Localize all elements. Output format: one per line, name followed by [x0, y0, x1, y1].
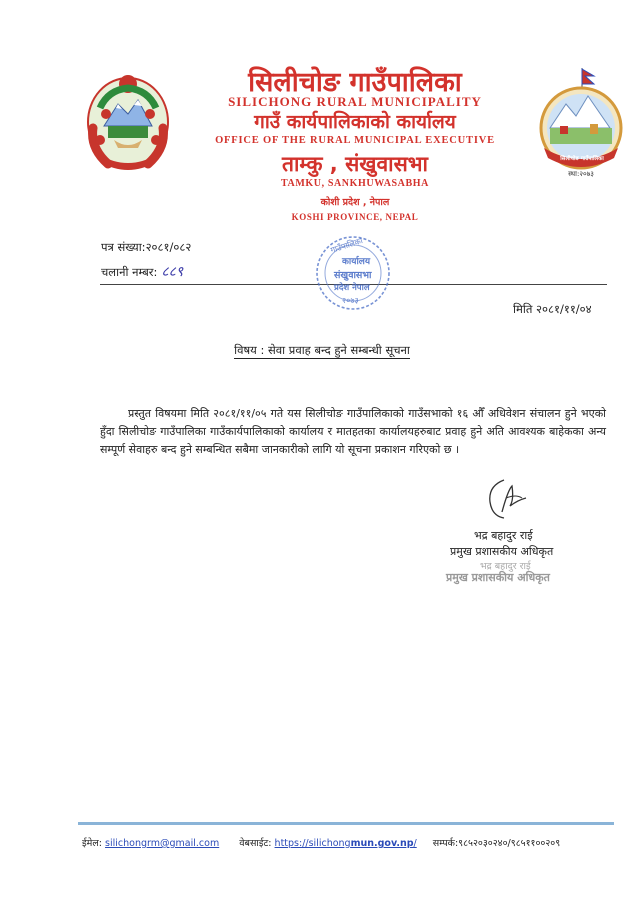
email-label: ईमेल: — [82, 838, 102, 849]
handwritten-signature — [482, 476, 532, 522]
phone-number: ९८५२०३०२४०/९८५११००२०९ — [458, 838, 561, 849]
signatory-designation: प्रमुख प्रशासकीय अधिकृत — [450, 545, 554, 558]
website-link[interactable] — [275, 838, 417, 849]
province-english: KOSHI PROVINCE, NEPAL — [291, 212, 419, 222]
letter-date: मिति २०८१/११/०४ — [513, 302, 592, 316]
letter-number-value: २०८१/०८२ — [145, 240, 192, 254]
letter-number-label: पत्र संख्या: — [101, 240, 146, 254]
province-nepali: कोशी प्रदेश , नेपाल — [320, 197, 390, 208]
place-english: TAMKU, SANKHUWASABHA — [281, 178, 429, 189]
signatory-name: भद्र बहादुर राई — [474, 529, 533, 542]
website-link-prefix: https://silichong — [274, 838, 351, 849]
signature-stamp-designation: प्रमुख प्रशासकीय अधिकृत — [446, 571, 550, 584]
letter-number — [101, 240, 191, 255]
letter-subject-text: विषय : सेवा प्रवाह बन्द हुने सम्बन्धी सूचना — [234, 343, 410, 357]
right-logo-banner: सिलीचोङ गाउँपालिका — [560, 156, 604, 162]
nepal-emblem-logo — [78, 68, 178, 180]
phone-label: सम्पर्क: — [432, 838, 459, 849]
right-logo-year: स्था:२०७३ — [568, 170, 594, 178]
signature-stamp-name: भद्र बहादुर राई — [480, 561, 531, 572]
footer-divider — [78, 822, 614, 825]
website-link-suffix: / — [413, 838, 417, 849]
email-link[interactable]: silichongrm@gmail.com — [105, 838, 220, 849]
stamp-line-2: कार्यालय — [342, 257, 371, 267]
letter-body: प्रस्तुत विषयमा मिति २०८१/११/०५ गते यस सिलीचोङ गाउँपालिकाको गाउँसभाको १६ औँ अधिवेशन संचालन हुने भएको हुँदा सिलीचोङ गाउँपालिका गाउँकार्यपालिकाको कार्यालय र मातहतका कार्यालयहरुबाट प्रवाह हुने अति आवश्यक बाहेकका अन्य सम्पूर्ण सेवाहरु बन्द हुने सम्बन्धित सबैमा जानकारीको लागि यो सूचना प्रकाशन गरिएको छ । — [100, 407, 606, 456]
letter-subject — [0, 343, 644, 358]
stamp-line-4: प्रदेश नेपाल — [334, 283, 370, 293]
municipality-name-nepali: सिलीचोङ गाउँपालिका — [248, 67, 462, 98]
stamp-line-3: संखुवासभा — [334, 270, 372, 281]
website-link-mid: mun.gov.np — [350, 838, 414, 849]
place-nepali: ताम्कु , संखुवासभा — [282, 152, 428, 176]
website-label: वेबसाईट: — [239, 838, 272, 849]
dispatch-number — [101, 262, 183, 281]
footer-contact — [82, 836, 560, 849]
stamp-line-1: गाउँपालिका — [329, 236, 364, 255]
municipality-name-english: SILICHONG RURAL MUNICIPALITY — [228, 94, 482, 109]
office-name-english: OFFICE OF THE RURAL MUNICIPAL EXECUTIVE — [215, 135, 495, 146]
office-name-nepali: गाउँ कार्यपालिकाको कार्यालय — [254, 111, 456, 133]
municipality-logo — [538, 66, 624, 182]
dispatch-number-label: चलानी नम्बर: — [101, 265, 158, 279]
stamp-line-5: २०७३ — [342, 296, 359, 305]
office-stamp — [312, 232, 394, 314]
dispatch-number-value: ८८९ — [161, 264, 184, 280]
